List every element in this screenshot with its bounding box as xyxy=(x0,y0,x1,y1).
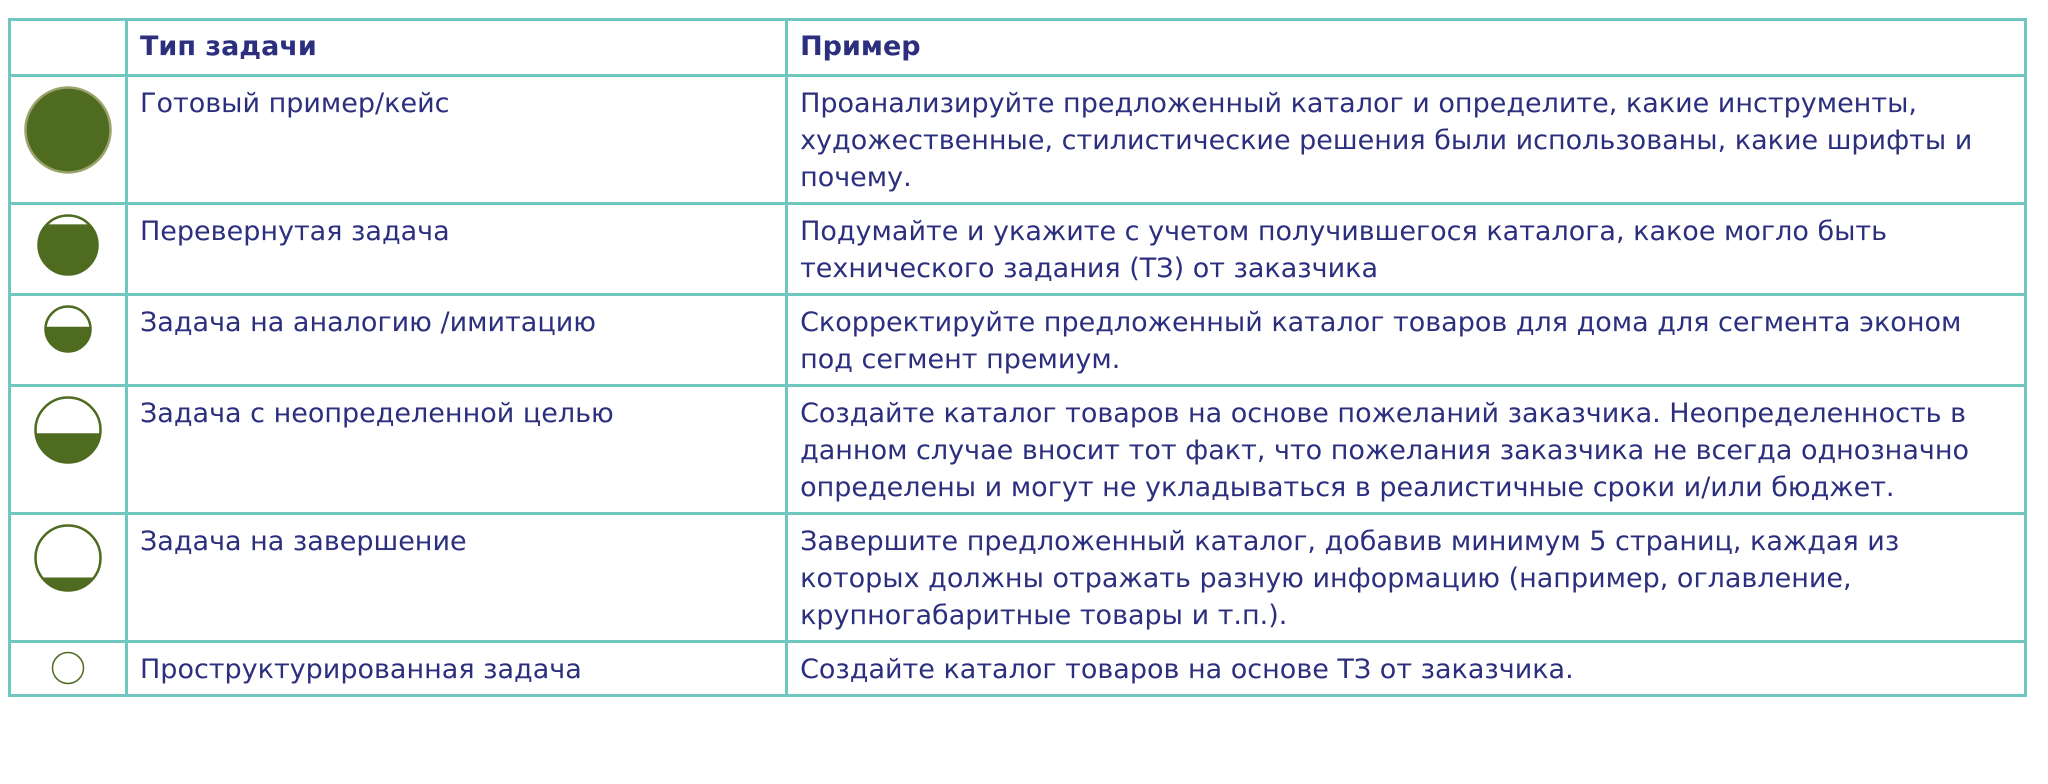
task-example: Завершите предложенный каталог, добавив минимум 5 страниц, каждая из которых должны отражать разную информацию (например, оглавление, крупногабаритные товары и т.п.). xyxy=(787,514,2026,642)
task-type: Проструктурированная задача xyxy=(127,642,787,696)
full-filled-circle-icon xyxy=(23,85,113,175)
table-row xyxy=(10,295,2026,386)
icon-cell xyxy=(10,76,127,204)
table-row xyxy=(10,204,2026,295)
table-row xyxy=(10,642,2026,696)
empty-circle-icon xyxy=(51,651,85,685)
icon-cell xyxy=(10,204,127,295)
header-icon-cell xyxy=(10,20,127,76)
icon-cell xyxy=(10,514,127,642)
table-row xyxy=(10,76,2026,204)
task-example: Скорректируйте предложенный каталог товаров для дома для сегмента эконом под сегмент премиум. xyxy=(787,295,2026,386)
icon-cell xyxy=(10,386,127,514)
task-example: Создайте каталог товаров на основе ТЗ от заказчика. xyxy=(787,642,2026,696)
icon-cell xyxy=(10,295,127,386)
header-example: Пример xyxy=(787,20,2026,76)
bottom-quarter-filled-circle-icon xyxy=(33,523,103,593)
task-type: Задача на аналогию /имитацию xyxy=(127,295,787,386)
lower-half-filled-circle-icon xyxy=(43,304,93,354)
task-types-table xyxy=(8,18,2027,697)
icon-cell xyxy=(10,642,127,696)
half-filled-circle-icon xyxy=(33,395,103,465)
header-type: Тип задачи xyxy=(127,20,787,76)
task-type: Задача с неопределенной целью xyxy=(127,386,787,514)
task-type: Готовый пример/кейс xyxy=(127,76,787,204)
table-row xyxy=(10,514,2026,642)
task-type: Задача на завершение xyxy=(127,514,787,642)
task-example: Создайте каталог товаров на основе пожеланий заказчика. Неопределенность в данном случае вносит тот факт, что пожелания заказчика не всегда однозначно определены и могут не укладываться в реалистичные сроки и/или бюджет. xyxy=(787,386,2026,514)
task-type: Перевернутая задача xyxy=(127,204,787,295)
task-example: Проанализируйте предложенный каталог и определите, какие инструменты, художественные, стилистические решения были использованы, какие шрифты и почему. xyxy=(787,76,2026,204)
mostly-filled-circle-icon xyxy=(36,213,100,277)
table-header-row xyxy=(10,20,2026,76)
table-row xyxy=(10,386,2026,514)
task-example: Подумайте и укажите с учетом получившегося каталога, какое могло быть технического задания (ТЗ) от заказчика xyxy=(787,204,2026,295)
